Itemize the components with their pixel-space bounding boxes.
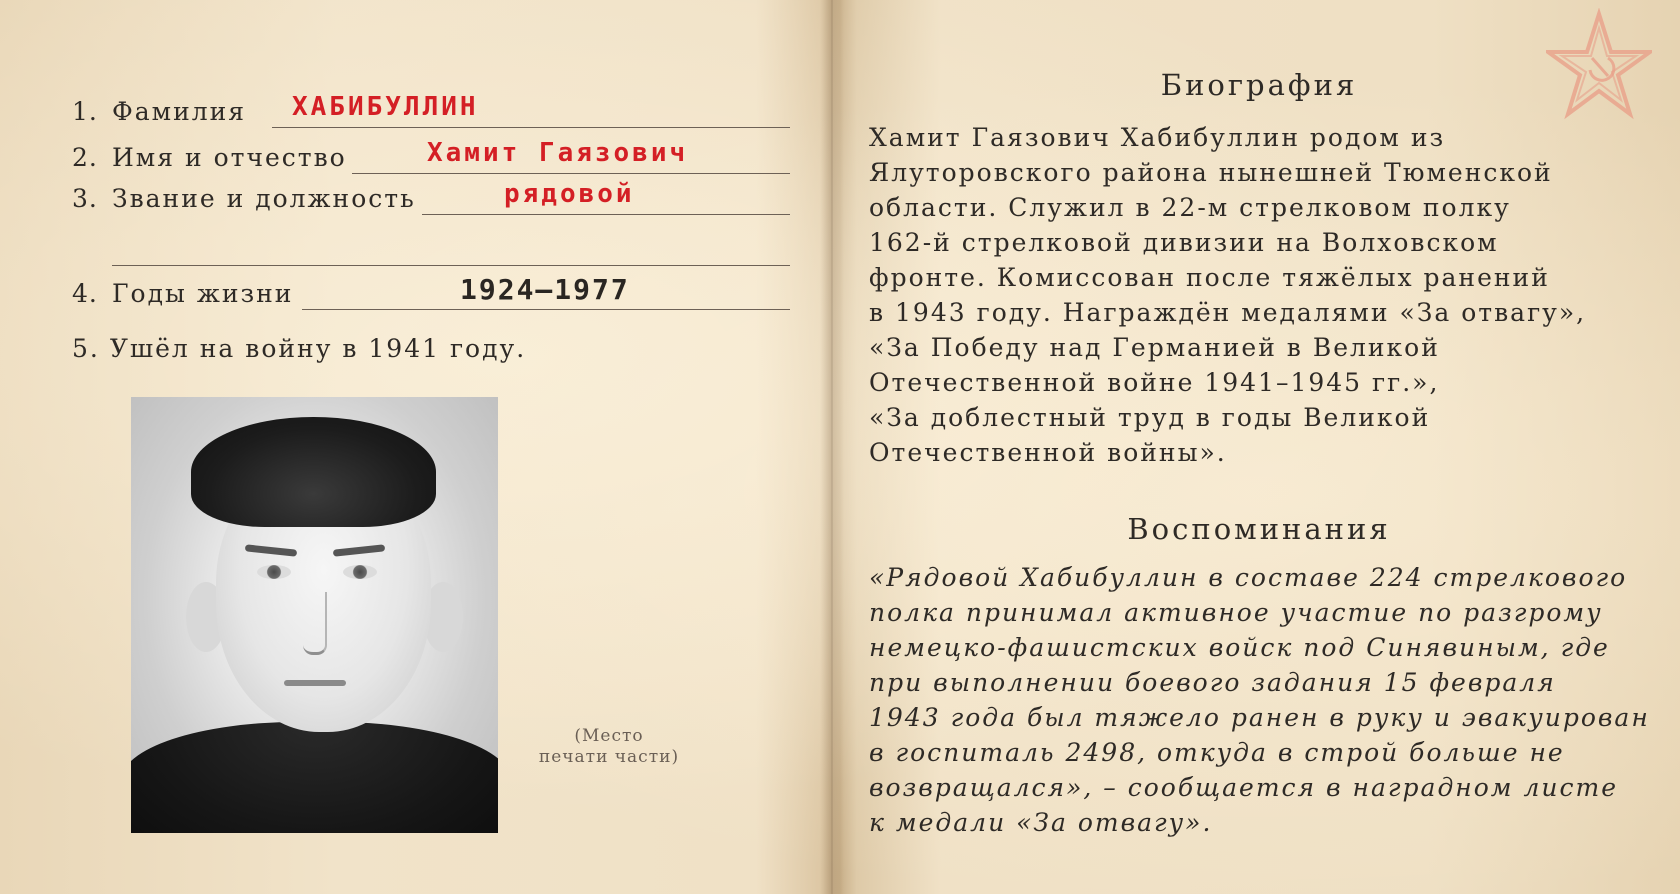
memories-quote-text (869, 560, 1659, 840)
field-underline (112, 265, 790, 266)
rank-value: рядовой (504, 179, 635, 209)
memories-line: 1943 года был тяжело ранен в руку и эвакуирован (869, 703, 1650, 732)
memories-line: к медали «За отвагу». (869, 808, 1213, 837)
soviet-star-hammer-sickle-icon (1546, 8, 1652, 126)
biography-line: «За доблестный труд в годы Великой (869, 403, 1431, 432)
field-rank-position (72, 173, 792, 213)
stamp-caption-line: (Место (574, 726, 644, 746)
field-number: 5. (72, 334, 100, 363)
name-patronymic-value: Хамит Гаязович (427, 138, 689, 168)
years-value: 1924—1977 (460, 273, 630, 306)
biography-line: области. Служил в 22-м стрелковом полку (869, 193, 1511, 222)
biography-line: 162-й стрелковой дивизии на Волховском (869, 228, 1499, 257)
memories-line: полка принимал активное участие по разгрому (869, 598, 1603, 627)
biography-line: Хамит Гаязович Хабибуллин родом из (869, 123, 1446, 152)
biography-line: Ялуторовского района нынешней Тюменской (869, 158, 1553, 187)
field-number: 4. (72, 279, 98, 308)
memories-line: в госпиталь 2498, откуда в строй больше не (869, 738, 1565, 767)
soldier-portrait-photo (131, 397, 498, 833)
memories-line: немецко-фашистских войск под Синявиным, где (869, 633, 1610, 662)
field-number: 3. (72, 184, 98, 213)
field-went-to-war (72, 334, 526, 363)
memories-line: «Рядовой Хабибуллин в составе 224 стрелкового (869, 563, 1628, 592)
field-blank-line (72, 218, 792, 258)
field-underline (302, 309, 790, 310)
memories-line: возвращался», – сообщается в наградном листе (869, 773, 1618, 802)
stamp-caption-line: печати части) (538, 747, 680, 767)
stamp-place-caption (534, 726, 684, 768)
left-page (0, 0, 830, 894)
memories-heading: Воспоминания (1127, 512, 1391, 546)
field-label: Фамилия (112, 97, 247, 126)
field-underline (272, 127, 790, 128)
field-text: Ушёл на войну в 1941 году. (109, 334, 527, 363)
field-label: Годы жизни (112, 279, 294, 308)
field-name-patronymic (72, 132, 792, 172)
biography-text (869, 120, 1649, 470)
field-surname (72, 86, 792, 126)
biography-line: фронте. Комиссован после тяжёлых ранений (869, 263, 1550, 292)
field-label: Имя и отчество (112, 143, 347, 172)
memories-line: при выполнении боевого задания 15 февраля (869, 668, 1556, 697)
field-number: 2. (72, 143, 98, 172)
biography-line: в 1943 году. Награждён медалями «За отвагу», (869, 298, 1587, 327)
biography-line: Отечественной войны». (869, 438, 1227, 467)
biography-line: «За Победу над Германией в Великой (869, 333, 1440, 362)
biography-heading: Биография (1160, 68, 1358, 102)
field-years-of-life (72, 268, 792, 308)
field-number: 1. (72, 97, 98, 126)
field-underline (422, 214, 790, 215)
surname-value: ХАБИБУЛЛИН (292, 92, 479, 122)
field-label: Звание и должность (112, 184, 416, 213)
biography-line: Отечественной войне 1941–1945 гг.», (869, 368, 1440, 397)
